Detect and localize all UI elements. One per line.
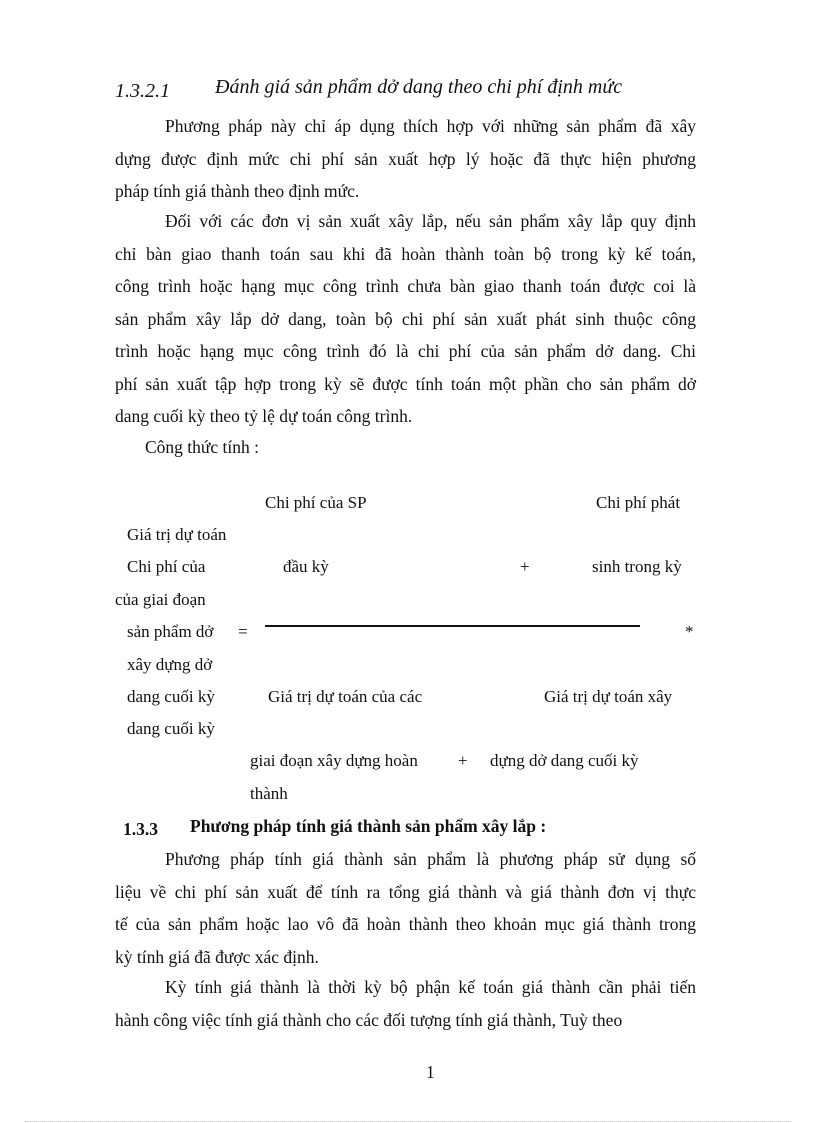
plus-sign: + xyxy=(458,751,468,770)
numerator-term-2-line-2: sinh trong kỳ xyxy=(592,557,682,576)
paragraph-line: Phương pháp tính giá thành sản phẩm là phương pháp sử dụng số xyxy=(165,849,696,869)
section-title: Phương pháp tính giá thành sản phẩm xây lắp : xyxy=(190,816,547,836)
formula-label: Công thức tính : xyxy=(145,437,259,457)
page-border xyxy=(25,1121,791,1122)
denominator-term-2-line-1: Giá trị dự toán xây xyxy=(544,687,673,706)
section-number: 1.3.2.1 xyxy=(115,80,170,102)
lhs-label-line: Chi phí của xyxy=(127,557,206,576)
lhs-label-line: xây dựng dở xyxy=(127,655,213,674)
paragraph-line: sản phẩm xây lắp dở dang, toàn bộ chi phí sản xuất phát sinh thuộc công xyxy=(115,308,696,329)
paragraph-3 xyxy=(115,843,696,973)
section-number: 1.3.3 xyxy=(123,819,158,839)
denominator-term-1-line-2: giai đoạn xây dựng hoàn xyxy=(250,751,418,770)
section-title: Đánh giá sản phẩm dở dang theo chi phí định mức xyxy=(215,76,623,98)
lhs-label-line: của giai đoạn xyxy=(115,590,206,609)
paragraph-line: liệu về chi phí sản xuất để tính ra tổng giá thành và giá thành đơn vị thực xyxy=(115,881,696,902)
denominator-term-1-line-3: thành xyxy=(250,784,288,803)
page-number: 1 xyxy=(426,1062,435,1082)
equals-sign: = xyxy=(238,622,248,641)
lhs-label-line: dang cuối kỳ xyxy=(127,719,215,738)
paragraph-line: dang cuối kỳ theo tỷ lệ dự toán công trình. xyxy=(115,406,413,426)
multiply-sign: * xyxy=(685,622,694,641)
paragraph-line: kỳ tính giá đã được xác định. xyxy=(115,946,319,967)
numerator-term-1-line-2: đầu kỳ xyxy=(283,557,329,576)
paragraph-line: dựng được định mức chi phí sản xuất hợp lý hoặc đã thực hiện phương xyxy=(115,148,696,169)
lhs-label-line: dang cuối kỳ xyxy=(127,687,215,706)
paragraph-line: tế của sản phẩm hoặc lao vô đã hoàn thành theo khoản mục giá thành trong xyxy=(115,914,696,934)
paragraph-1 xyxy=(115,110,696,208)
denominator-term-2-line-2: dựng dở dang cuối kỳ xyxy=(490,751,639,770)
plus-sign: + xyxy=(520,557,530,576)
paragraph-line: pháp tính giá thành theo định mức. xyxy=(115,181,360,201)
paragraph-line: Phương pháp này chỉ áp dụng thích hợp với những sản phẩm đã xây xyxy=(165,116,696,136)
numerator-term-2-line-1: Chi phí phát xyxy=(596,493,681,512)
paragraph-line: chỉ bàn giao thanh toán sau khi đã hoàn thành toàn bộ trong kỳ kế toán, xyxy=(115,243,696,264)
paragraph-4 xyxy=(115,971,696,1036)
paragraph-line: Kỳ tính giá thành là thời kỳ bộ phận kế toán giá thành cần phải tiến xyxy=(165,977,696,997)
numerator-term-1-line-1: Chi phí của SP xyxy=(265,493,367,512)
paragraph-2 xyxy=(115,205,696,433)
lhs-label-line: Giá trị dự toán xyxy=(127,525,227,544)
paragraph-line: trình hoặc hạng mục công trình đó là chi phí của sản phẩm dở dang. Chi xyxy=(115,341,696,361)
lhs-label-line: sản phẩm dở xyxy=(127,622,214,641)
denominator-term-1-line-1: Giá trị dự toán của các xyxy=(268,687,423,706)
fraction-bar xyxy=(265,625,640,627)
paragraph-line: Đối với các đơn vị sản xuất xây lắp, nếu sản phẩm xây lắp quy định xyxy=(165,211,696,231)
paragraph-line: hành công việc tính giá thành cho các đối tượng tính giá thành, Tuỳ theo xyxy=(115,1009,623,1030)
paragraph-line: phí sản xuất tập hợp trong kỳ sẽ được tính toán một phần cho sản phẩm dở xyxy=(115,373,696,394)
paragraph-line: công trình hoặc hạng mục công trình chưa bàn giao thanh toán được coi là xyxy=(115,276,696,296)
